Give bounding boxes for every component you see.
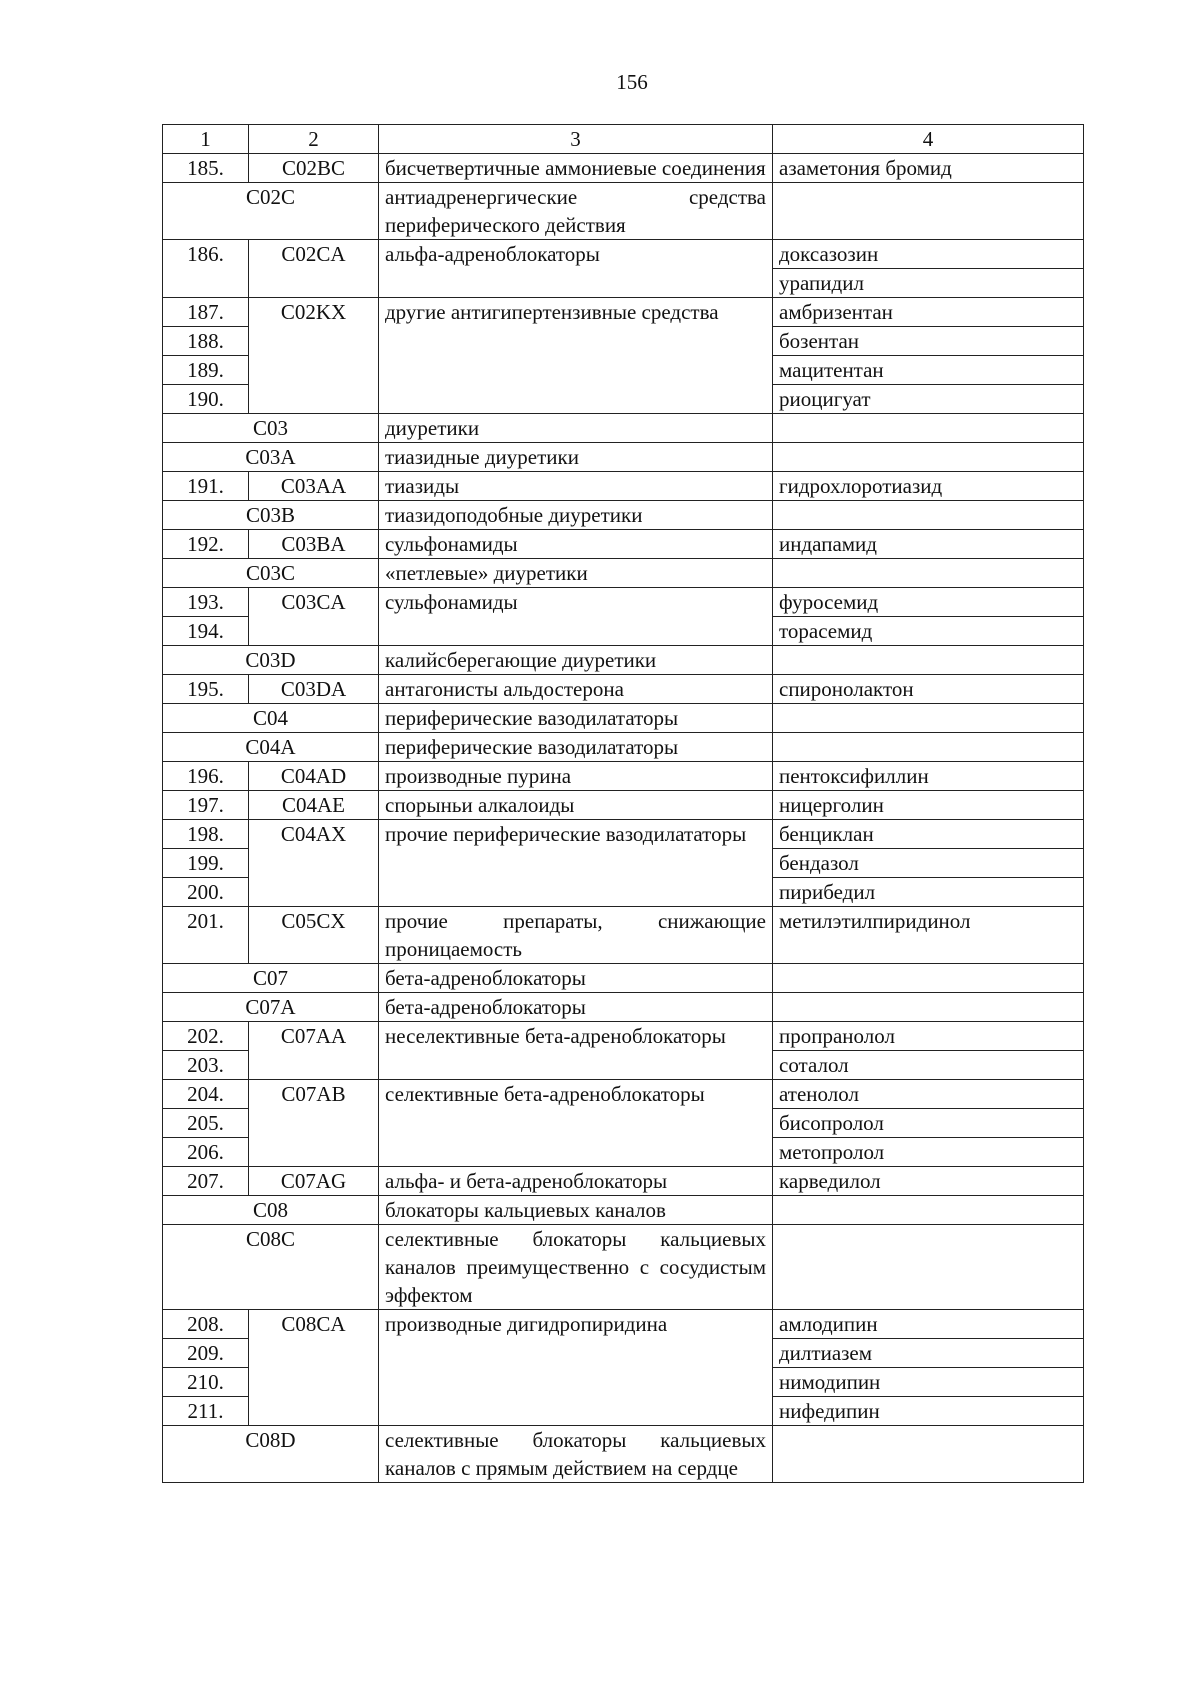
drug-name: соталол bbox=[773, 1051, 1084, 1080]
drug-name bbox=[773, 964, 1084, 993]
group-description: антиадренергические средства периферического действия bbox=[379, 183, 773, 240]
drug-name bbox=[773, 993, 1084, 1022]
drug-name: бозентан bbox=[773, 327, 1084, 356]
column-header: 2 bbox=[249, 125, 379, 154]
group-description: тиазидные диуретики bbox=[379, 443, 773, 472]
drug-name: доксазозин bbox=[773, 240, 1084, 269]
row-number: 185. bbox=[163, 154, 249, 183]
column-header: 4 bbox=[773, 125, 1084, 154]
table-row bbox=[163, 588, 1084, 617]
atc-code: C03AA bbox=[249, 472, 379, 501]
group-row bbox=[163, 1426, 1084, 1483]
atc-description: альфа-адреноблокаторы bbox=[379, 240, 773, 298]
atc-group-code: C02C bbox=[163, 183, 379, 240]
row-number: 186. bbox=[163, 240, 249, 298]
atc-code: C03DA bbox=[249, 675, 379, 704]
row-number: 191. bbox=[163, 472, 249, 501]
atc-description: прочие периферические вазодилататоры bbox=[379, 820, 773, 907]
row-number: 187. bbox=[163, 298, 249, 327]
atc-group-code: C03D bbox=[163, 646, 379, 675]
table-row bbox=[163, 791, 1084, 820]
group-row bbox=[163, 559, 1084, 588]
atc-code: C04AE bbox=[249, 791, 379, 820]
drug-classification-table bbox=[162, 124, 1084, 1483]
row-number: 209. bbox=[163, 1339, 249, 1368]
row-number: 204. bbox=[163, 1080, 249, 1109]
row-number: 195. bbox=[163, 675, 249, 704]
atc-description: селективные бета-адреноблокаторы bbox=[379, 1080, 773, 1167]
drug-name: бисопролол bbox=[773, 1109, 1084, 1138]
drug-name: ницерголин bbox=[773, 791, 1084, 820]
group-description: блокаторы кальциевых каналов bbox=[379, 1196, 773, 1225]
table-row bbox=[163, 298, 1084, 327]
drug-name: пирибедил bbox=[773, 878, 1084, 907]
drug-name: метилэтилпиридинол bbox=[773, 907, 1084, 964]
table-row bbox=[163, 1167, 1084, 1196]
drug-name: пентоксифиллин bbox=[773, 762, 1084, 791]
atc-group-code: C08D bbox=[163, 1426, 379, 1483]
atc-description: спорыньи алкалоиды bbox=[379, 791, 773, 820]
drug-name bbox=[773, 646, 1084, 675]
group-row bbox=[163, 443, 1084, 472]
drug-name: нимодипин bbox=[773, 1368, 1084, 1397]
table-row bbox=[163, 762, 1084, 791]
atc-description: прочие препараты, снижающие проницаемость bbox=[379, 907, 773, 964]
drug-name bbox=[773, 1225, 1084, 1310]
table-header-row bbox=[163, 125, 1084, 154]
atc-group-code: C07A bbox=[163, 993, 379, 1022]
atc-description: тиазиды bbox=[379, 472, 773, 501]
row-number: 202. bbox=[163, 1022, 249, 1051]
row-number: 205. bbox=[163, 1109, 249, 1138]
drug-name: индапамид bbox=[773, 530, 1084, 559]
row-number: 189. bbox=[163, 356, 249, 385]
atc-description: сульфонамиды bbox=[379, 530, 773, 559]
atc-description: сульфонамиды bbox=[379, 588, 773, 646]
group-description: селективные блокаторы кальциевых каналов с прямым действием на сердце bbox=[379, 1426, 773, 1483]
atc-group-code: C03C bbox=[163, 559, 379, 588]
atc-code: C07AB bbox=[249, 1080, 379, 1167]
group-row bbox=[163, 646, 1084, 675]
row-number: 203. bbox=[163, 1051, 249, 1080]
atc-code: C07AA bbox=[249, 1022, 379, 1080]
row-number: 197. bbox=[163, 791, 249, 820]
group-row bbox=[163, 733, 1084, 762]
atc-description: производные пурина bbox=[379, 762, 773, 791]
group-row bbox=[163, 1196, 1084, 1225]
table-row bbox=[163, 154, 1084, 183]
row-number: 211. bbox=[163, 1397, 249, 1426]
table-row bbox=[163, 1080, 1084, 1109]
drug-name bbox=[773, 183, 1084, 240]
atc-description: антагонисты альдостерона bbox=[379, 675, 773, 704]
drug-name: гидрохлоротиазид bbox=[773, 472, 1084, 501]
column-header: 3 bbox=[379, 125, 773, 154]
atc-description: другие антигипертензивные средства bbox=[379, 298, 773, 414]
table-row bbox=[163, 1022, 1084, 1051]
atc-code: C03BA bbox=[249, 530, 379, 559]
group-row bbox=[163, 964, 1084, 993]
atc-group-code: C03B bbox=[163, 501, 379, 530]
drug-name bbox=[773, 559, 1084, 588]
table-row bbox=[163, 675, 1084, 704]
atc-description: бисчетвертичные аммониевые соединения bbox=[379, 154, 773, 183]
atc-code: C02KX bbox=[249, 298, 379, 414]
column-header: 1 bbox=[163, 125, 249, 154]
table-row bbox=[163, 472, 1084, 501]
drug-name bbox=[773, 1426, 1084, 1483]
drug-name bbox=[773, 1196, 1084, 1225]
row-number: 196. bbox=[163, 762, 249, 791]
drug-name: спиронолактон bbox=[773, 675, 1084, 704]
drug-name: бенциклан bbox=[773, 820, 1084, 849]
drug-name bbox=[773, 443, 1084, 472]
atc-group-code: C04 bbox=[163, 704, 379, 733]
group-description: бета-адреноблокаторы bbox=[379, 964, 773, 993]
atc-code: C05CX bbox=[249, 907, 379, 964]
group-description: бета-адреноблокаторы bbox=[379, 993, 773, 1022]
table-row bbox=[163, 820, 1084, 849]
atc-description: альфа- и бета-адреноблокаторы bbox=[379, 1167, 773, 1196]
row-number: 190. bbox=[163, 385, 249, 414]
drug-name bbox=[773, 733, 1084, 762]
group-row bbox=[163, 183, 1084, 240]
group-row bbox=[163, 1225, 1084, 1310]
row-number: 208. bbox=[163, 1310, 249, 1339]
atc-group-code: C08 bbox=[163, 1196, 379, 1225]
drug-name: дилтиазем bbox=[773, 1339, 1084, 1368]
row-number: 192. bbox=[163, 530, 249, 559]
drug-name: пропранолол bbox=[773, 1022, 1084, 1051]
drug-name: амлодипин bbox=[773, 1310, 1084, 1339]
row-number: 210. bbox=[163, 1368, 249, 1397]
group-description: тиазидоподобные диуретики bbox=[379, 501, 773, 530]
drug-name: фуросемид bbox=[773, 588, 1084, 617]
drug-name bbox=[773, 414, 1084, 443]
drug-name: амбризентан bbox=[773, 298, 1084, 327]
table-row bbox=[163, 240, 1084, 269]
atc-group-code: C07 bbox=[163, 964, 379, 993]
drug-name: урапидил bbox=[773, 269, 1084, 298]
group-row bbox=[163, 414, 1084, 443]
row-number: 193. bbox=[163, 588, 249, 617]
row-number: 188. bbox=[163, 327, 249, 356]
atc-group-code: C08C bbox=[163, 1225, 379, 1310]
row-number: 198. bbox=[163, 820, 249, 849]
group-row bbox=[163, 993, 1084, 1022]
group-description: периферические вазодилататоры bbox=[379, 704, 773, 733]
drug-name: мацитентан bbox=[773, 356, 1084, 385]
drug-name: нифедипин bbox=[773, 1397, 1084, 1426]
drug-name: карведилол bbox=[773, 1167, 1084, 1196]
atc-group-code: C03 bbox=[163, 414, 379, 443]
atc-description: неселективные бета-адреноблокаторы bbox=[379, 1022, 773, 1080]
group-description: калийсберегающие диуретики bbox=[379, 646, 773, 675]
row-number: 194. bbox=[163, 617, 249, 646]
atc-code: C03CA bbox=[249, 588, 379, 646]
group-description: периферические вазодилататоры bbox=[379, 733, 773, 762]
drug-name: азаметония бромид bbox=[773, 154, 1084, 183]
table-row bbox=[163, 1310, 1084, 1339]
group-description: диуретики bbox=[379, 414, 773, 443]
page-number: 156 bbox=[616, 70, 648, 94]
group-row bbox=[163, 704, 1084, 733]
table-row bbox=[163, 530, 1084, 559]
group-row bbox=[163, 501, 1084, 530]
atc-code: C04AD bbox=[249, 762, 379, 791]
atc-group-code: C04A bbox=[163, 733, 379, 762]
atc-group-code: C03A bbox=[163, 443, 379, 472]
table-row bbox=[163, 907, 1084, 964]
atc-code: C04AX bbox=[249, 820, 379, 907]
atc-code: C02CA bbox=[249, 240, 379, 298]
drug-name: метопролол bbox=[773, 1138, 1084, 1167]
group-description: селективные блокаторы кальциевых каналов преимущественно с сосудистым эффектом bbox=[379, 1225, 773, 1310]
group-description: «петлевые» диуретики bbox=[379, 559, 773, 588]
drug-name bbox=[773, 501, 1084, 530]
row-number: 206. bbox=[163, 1138, 249, 1167]
atc-description: производные дигидропиридина bbox=[379, 1310, 773, 1426]
row-number: 200. bbox=[163, 878, 249, 907]
drug-name: торасемид bbox=[773, 617, 1084, 646]
row-number: 199. bbox=[163, 849, 249, 878]
atc-code: C07AG bbox=[249, 1167, 379, 1196]
row-number: 201. bbox=[163, 907, 249, 964]
atc-code: C02BC bbox=[249, 154, 379, 183]
drug-name: бендазол bbox=[773, 849, 1084, 878]
atc-code: C08CA bbox=[249, 1310, 379, 1426]
drug-name bbox=[773, 704, 1084, 733]
drug-name: риоцигуат bbox=[773, 385, 1084, 414]
drug-name: атенолол bbox=[773, 1080, 1084, 1109]
row-number: 207. bbox=[163, 1167, 249, 1196]
